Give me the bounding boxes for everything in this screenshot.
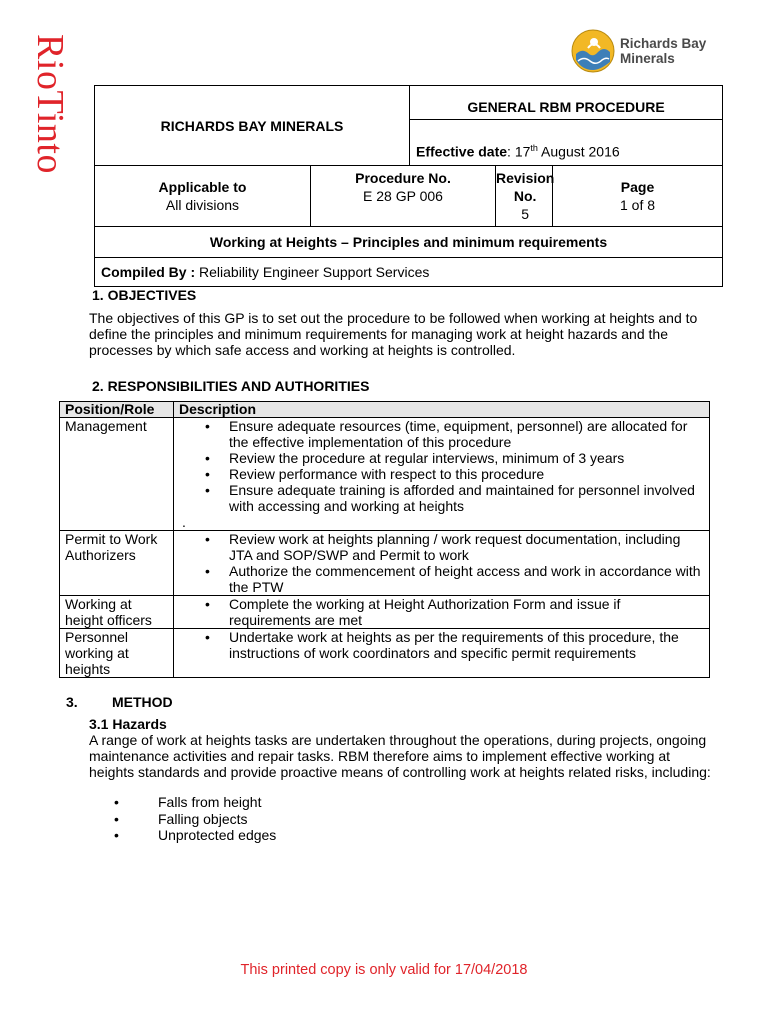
list-item: • Authorize the commencement of height access and work in accordance with the PTW bbox=[229, 563, 704, 595]
applicable-label: Applicable to bbox=[158, 179, 247, 195]
rbm-name bbox=[620, 36, 730, 66]
compiled-label: Compiled By : bbox=[101, 264, 196, 280]
col-header-description: Description bbox=[174, 402, 710, 418]
section3-title: METHOD bbox=[112, 694, 173, 710]
riotinto-wordmark: RioTinto bbox=[29, 34, 71, 174]
col-header-role: Position/Role bbox=[60, 402, 174, 418]
revision-value: 5 bbox=[521, 206, 530, 222]
responsibilities-table bbox=[59, 401, 710, 678]
section1-heading: 1. OBJECTIVES bbox=[92, 287, 197, 303]
description-cell bbox=[174, 531, 710, 596]
doc-type: GENERAL RBM PROCEDURE bbox=[410, 86, 723, 120]
list-item: • Ensure adequate resources (time, equipment, personnel) are allocated for the effective implementation of this procedure bbox=[229, 418, 704, 450]
page-cell bbox=[553, 166, 723, 227]
role-cell: Permit to Work Authorizers bbox=[60, 531, 174, 596]
rbm-name-line1: Richards Bay bbox=[620, 36, 707, 51]
applicable-cell bbox=[95, 166, 311, 227]
table-row bbox=[60, 629, 710, 678]
rbm-emblem-icon bbox=[570, 28, 616, 74]
page-label: Page bbox=[620, 179, 655, 195]
rbm-logo bbox=[570, 28, 720, 74]
revision-label: Revision No. bbox=[496, 170, 555, 204]
section1-text: The objectives of this GP is to set out the procedure to be followed when working at heights and to define the principles and minimum requirements for managing work at height hazards and the processes by which safe access and working at heights is controlled. bbox=[89, 310, 698, 358]
list-item: • Review work at heights planning / work request documentation, including JTA and SOP/SWP and Permit to work bbox=[229, 531, 704, 563]
section3-heading bbox=[66, 694, 173, 710]
list-item: • Complete the working at Height Authorization Form and issue if requirements are met bbox=[229, 596, 704, 628]
effective-day: : 17 bbox=[507, 143, 531, 160]
effective-rest: August 2016 bbox=[537, 143, 620, 160]
company-name: RICHARDS BAY MINERALS bbox=[95, 86, 410, 166]
section2-heading: 2. RESPONSIBILITIES AND AUTHORITIES bbox=[92, 378, 370, 394]
effective-date bbox=[410, 120, 723, 166]
header-table bbox=[94, 85, 723, 287]
role-cell: Working at height officers bbox=[60, 596, 174, 629]
role-cell: Management bbox=[60, 418, 174, 531]
list-item: • Ensure adequate training is afforded and maintained for personnel involved with accessing and working at heights bbox=[229, 482, 704, 514]
list-item: • Undertake work at heights as per the requirements of this procedure, the instructions of work coordinators and specific permit requirements bbox=[229, 629, 704, 661]
description-cell bbox=[174, 596, 710, 629]
document-subject: Working at Heights – Principles and minimum requirements bbox=[95, 227, 723, 258]
procedure-value: E 28 GP 006 bbox=[363, 188, 443, 204]
description-cell bbox=[174, 629, 710, 678]
rbm-name-line2: Minerals bbox=[620, 51, 675, 66]
description-cell bbox=[174, 418, 710, 531]
hazard-list bbox=[110, 794, 276, 844]
page-value: 1 of 8 bbox=[619, 197, 656, 213]
compiled-by bbox=[95, 258, 723, 287]
applicable-value: All divisions bbox=[165, 197, 240, 213]
list-item: • Falls from height bbox=[110, 794, 276, 811]
section3-number: 3. bbox=[66, 694, 78, 710]
validity-note: This printed copy is only valid for 17/04/2018 bbox=[240, 962, 528, 978]
list-item: • Review performance with respect to this procedure bbox=[229, 466, 704, 482]
procedure-cell bbox=[311, 166, 553, 227]
list-item: • Review the procedure at regular interviews, minimum of 3 years bbox=[229, 450, 704, 466]
role-cell: Personnel working at heights bbox=[60, 629, 174, 678]
effective-label: Effective date bbox=[416, 143, 508, 160]
table-row bbox=[60, 418, 710, 531]
riotinto-logo bbox=[22, 34, 78, 174]
hazards-heading: 3.1 Hazards bbox=[89, 716, 167, 732]
procedure-label: Procedure No. bbox=[355, 170, 451, 186]
compiled-value: Reliability Engineer Support Services bbox=[195, 264, 430, 280]
trailing-dot: . bbox=[182, 514, 186, 530]
list-item: • Unprotected edges bbox=[110, 827, 276, 844]
list-item: • Falling objects bbox=[110, 811, 276, 828]
table-row bbox=[60, 596, 710, 629]
effective-sup: th bbox=[530, 143, 538, 154]
table-row bbox=[60, 531, 710, 596]
hazards-text: A range of work at heights tasks are undertaken throughout the operations, during projects, ongoing maintenance activities and repair tasks. RBM therefore aims to implement effective working at heights standards and provide proactive means of controlling work at heights related risks, including: bbox=[89, 732, 711, 780]
